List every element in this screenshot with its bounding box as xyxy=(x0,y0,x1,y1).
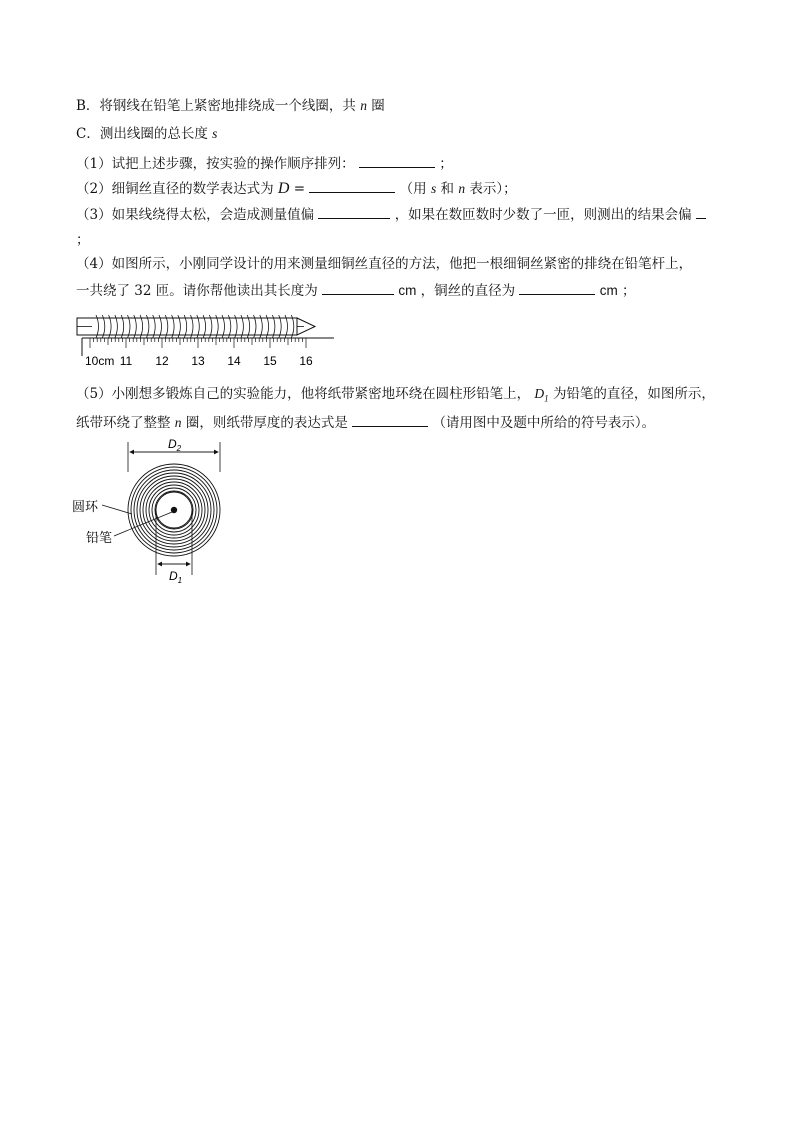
answer-blank-5[interactable] xyxy=(352,412,428,427)
step-c-label: C．测出线圈的总长度 xyxy=(76,126,208,142)
d2-label xyxy=(168,437,182,453)
question-5-line-1 xyxy=(76,384,715,409)
rings-figure xyxy=(72,432,242,590)
question-5-text-1: （5）小刚想多锻炼自己的实验能力，他将纸带紧密地环绕在圆柱形铅笔上， xyxy=(76,386,531,402)
question-3-tail: ； xyxy=(76,232,90,248)
question-3-mid: ，如果在数匝数时少数了一匝，则测出的结果会偏 xyxy=(394,207,692,223)
var-s-2: s xyxy=(430,181,437,196)
ruler-label: 12 xyxy=(155,354,169,368)
question-1-text: （1）试把上述步骤，按实验的操作顺序排列： xyxy=(76,156,355,172)
equals-sign: = xyxy=(293,181,310,197)
ruler-label: 10cm xyxy=(85,354,115,368)
var-d1-letter: D xyxy=(534,386,545,401)
var-d1-sub: 1 xyxy=(544,393,549,404)
question-3 xyxy=(76,204,706,225)
step-b xyxy=(76,96,385,116)
d2-letter: D xyxy=(168,437,177,451)
answer-blank-2[interactable] xyxy=(309,178,395,193)
question-4-tail: ； xyxy=(622,283,636,299)
ruler-label: 16 xyxy=(299,354,313,368)
question-4-mid: ，铜丝的直径为 xyxy=(420,283,516,299)
answer-blank-3b[interactable] xyxy=(696,204,706,219)
question-2 xyxy=(76,178,517,199)
question-3-continued xyxy=(76,230,90,250)
var-d1 xyxy=(534,386,549,404)
question-5-line-2 xyxy=(76,412,655,433)
question-1-tail: ； xyxy=(439,156,453,172)
d1-sub: 1 xyxy=(177,576,183,585)
ruler-label: 11 xyxy=(119,354,133,368)
answer-blank-4b[interactable] xyxy=(519,280,595,295)
question-5-tail-2: （请用图中及题中所给的符号表示）。 xyxy=(432,415,656,431)
var-d: D xyxy=(277,180,290,197)
step-b-label: B．将钢线在铅笔上紧密地排绕成一个线圈，共 xyxy=(76,98,356,114)
var-n: n xyxy=(360,98,367,113)
ruler-label: 14 xyxy=(227,354,241,368)
ruler xyxy=(82,338,334,368)
var-n-2: n xyxy=(458,181,466,196)
pencil-label: 铅笔 xyxy=(86,531,113,546)
question-4-line-1 xyxy=(76,254,692,274)
question-5-text-2: 纸带环绕了整整 xyxy=(76,415,171,431)
var-s: s xyxy=(212,126,218,141)
var-n-3: n xyxy=(174,415,182,430)
d2-sub: 2 xyxy=(176,444,182,453)
ruler-label: 13 xyxy=(191,354,205,368)
question-1 xyxy=(76,153,453,174)
question-4-text-2: 一共绕了 32 匝。请你帮他读出其长度为 xyxy=(76,283,318,299)
answer-blank-3a[interactable] xyxy=(318,204,390,219)
question-3-text: （3）如果线绕得太松，会造成测量值偏 xyxy=(76,207,315,223)
unit-cm-2: cm xyxy=(599,283,618,298)
paren-close: 表示）； xyxy=(469,181,517,197)
and-text: 和 xyxy=(440,181,455,197)
question-5-mid: 圈，则纸带厚度的表达式是 xyxy=(185,415,348,431)
d1-letter: D xyxy=(169,569,178,583)
step-b-tail: 圈 xyxy=(371,98,385,114)
ring-label: 圆环 xyxy=(72,500,99,515)
d1-label xyxy=(169,569,182,585)
question-4-text-1: （4）如图所示，小刚同学设计的用来测量细铜丝直径的方法，他把一根细铜丝紧密的排绕在铅笔杆上， xyxy=(76,256,693,272)
paren-open: （用 xyxy=(399,181,427,197)
ruler-figure xyxy=(72,310,342,372)
step-c xyxy=(76,124,217,144)
question-2-text: （2）细铜丝直径的数学表达式为 xyxy=(76,181,274,197)
question-5-tail-1: 为铅笔的直径，如图所示， xyxy=(552,386,715,402)
answer-blank-4a[interactable] xyxy=(322,280,394,295)
unit-cm-1: cm xyxy=(398,283,417,298)
question-4-line-2 xyxy=(76,280,636,301)
ruler-label: 15 xyxy=(263,354,277,368)
answer-blank-1[interactable] xyxy=(359,153,435,168)
